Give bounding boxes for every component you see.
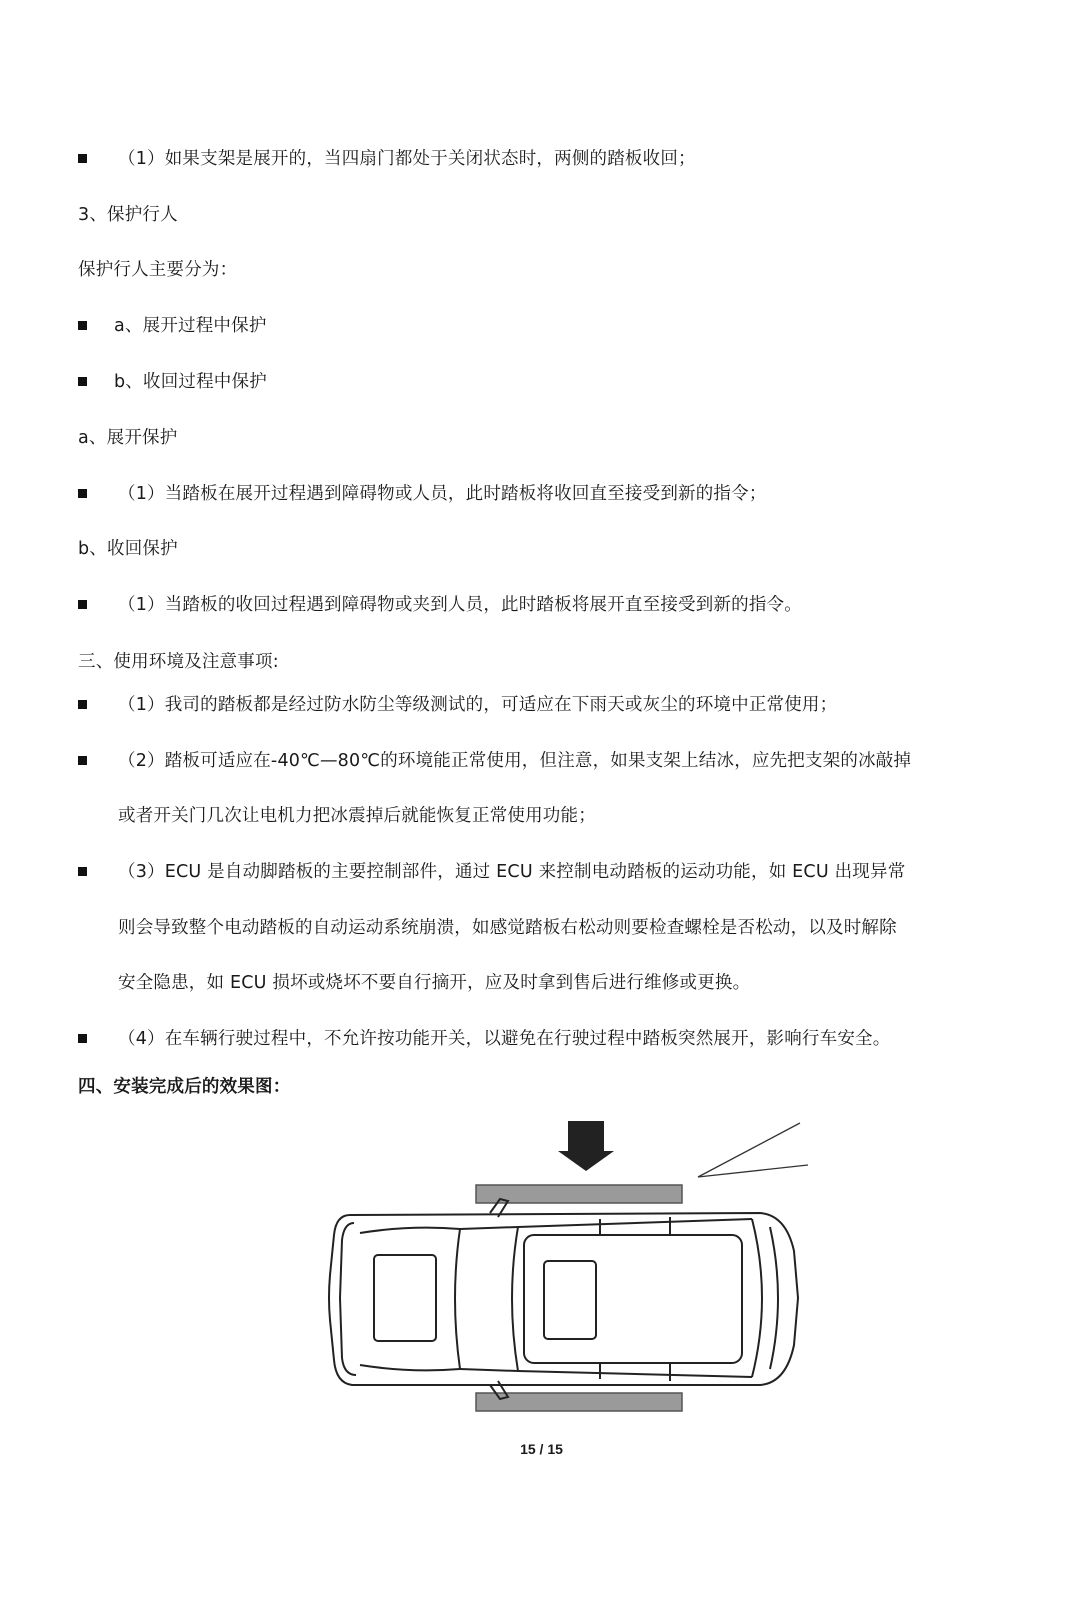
sensor-beam-icon: [698, 1123, 808, 1177]
bullet-text: a、展开过程中保护: [114, 316, 267, 336]
subheading-protect-pedestrians: 3、保护行人: [78, 205, 178, 225]
subheading-retract-protection: b、收回保护: [78, 539, 178, 559]
subheading-deploy-protection: a、展开保护: [78, 428, 178, 448]
bullet-square-icon: [78, 377, 87, 386]
bullet-text: （1）我司的踏板都是经过防水防尘等级测试的，可适应在下雨天或灰尘的环境中正常使用；: [118, 695, 838, 715]
page-number: 15 / 15: [520, 1441, 563, 1457]
bullet-text: b、收回过程中保护: [114, 372, 267, 392]
bullet-text: （1）当踏板在展开过程遇到障碍物或人员，此时踏板将收回直至接受到新的指令；: [118, 484, 767, 504]
bullet-text: （2）踏板可适应在-40℃—80℃的环境能正常使用，但注意，如果支架上结冰，应先把支架的冰敲掉: [118, 751, 912, 771]
bullet-square-icon: [78, 867, 87, 876]
down-arrow-icon: [558, 1121, 614, 1171]
bullet-square-icon: [78, 489, 87, 498]
vehicle-top-view-figure: [300, 1115, 820, 1425]
bullet-continuation: 则会导致整个电动踏板的自动运动系统崩溃，如感觉踏板右松动则要检查螺栓是否松动，以及时解除: [118, 918, 897, 938]
bullet-square-icon: [78, 1034, 87, 1043]
section-heading-effect-diagram: 四、安装完成后的效果图：: [78, 1077, 291, 1097]
bullet-square-icon: [78, 700, 87, 709]
car-body-icon: [329, 1199, 798, 1399]
bullet-square-icon: [78, 600, 87, 609]
section-heading-usage: 三、使用环境及注意事项:: [78, 652, 279, 672]
bullet-continuation: 或者开关门几次让电机力把冰震掉后就能恢复正常使用功能；: [118, 806, 596, 826]
bullet-text: （1）当踏板的收回过程遇到障碍物或夹到人员，此时踏板将展开直至接受到新的指令。: [118, 595, 802, 615]
bullet-square-icon: [78, 154, 87, 163]
bullet-text: （1）如果支架是展开的，当四扇门都处于关闭状态时，两侧的踏板收回；: [118, 149, 696, 169]
bullet-text: （3）ECU 是自动脚踏板的主要控制部件，通过 ECU 来控制电动踏板的运动功能，如 ECU 出现异常: [118, 862, 906, 882]
bullet-text: （4）在车辆行驶过程中，不允许按功能开关，以避免在行驶过程中踏板突然展开，影响行车安全。: [118, 1029, 891, 1049]
bullet-square-icon: [78, 756, 87, 765]
bullet-continuation: 安全隐患，如 ECU 损坏或烧坏不要自行摘开，应及时拿到售后进行维修或更换。: [118, 973, 751, 993]
paragraph-intro: 保护行人主要分为：: [78, 260, 238, 280]
bullet-square-icon: [78, 321, 87, 330]
